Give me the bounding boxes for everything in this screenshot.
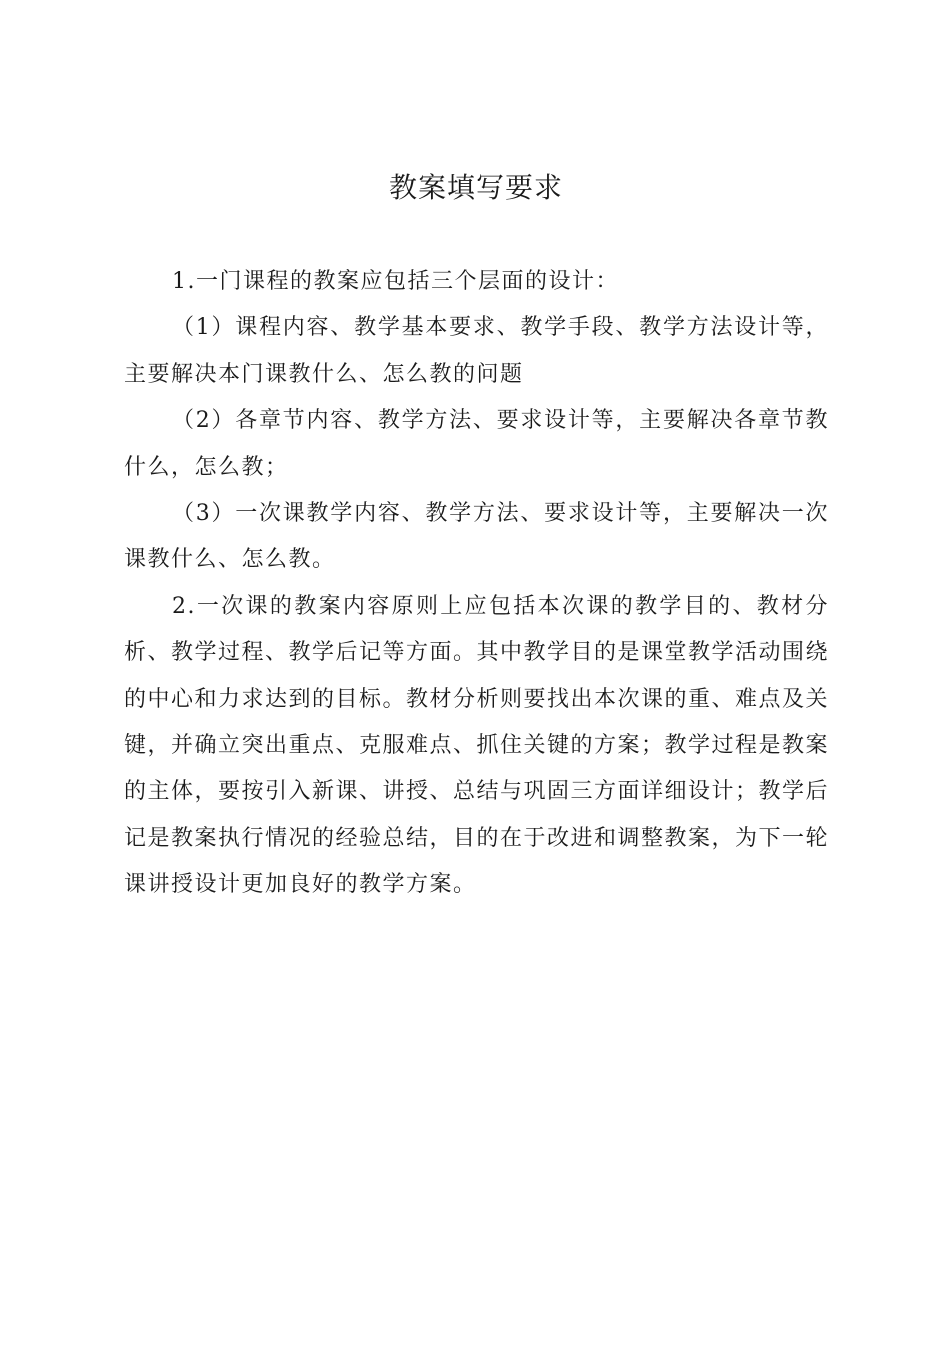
paragraph-level-1-course: （1）课程内容、教学基本要求、教学手段、教学方法设计等，主要解决本门课教什么、怎么教的问题 [124, 315, 829, 387]
document-body [124, 259, 829, 909]
document-title: 教案填写要求 [388, 171, 563, 204]
paragraph-level-3-lesson: （3）一次课教学内容、教学方法、要求设计等，主要解决一次课教什么、怎么教。 [124, 501, 829, 573]
paragraph-level-2-chapter: （2）各章节内容、教学方法、要求设计等，主要解决各章节教什么，怎么教； [124, 408, 829, 480]
paragraph-course-design-levels: 1.一门课程的教案应包括三个层面的设计： [172, 269, 619, 294]
paragraph-lesson-plan-content: 2.一次课的教案内容原则上应包括本次课的教学目的、教材分析、教学过程、教学后记等方面。其中教学目的是课堂教学活动围绕的中心和力求达到的目标。教材分析则要找出本次课的重、难点及关键，并确立突出重点、克服难点、抓住关键的方案；教学过程是教案的主体，要按引入新课、讲授、总结与巩固三方面详细设计；教学后记是教案执行情况的经验总结，目的在于改进和调整教案，为下一轮课讲授设计更加良好的教学方案。 [124, 593, 830, 898]
